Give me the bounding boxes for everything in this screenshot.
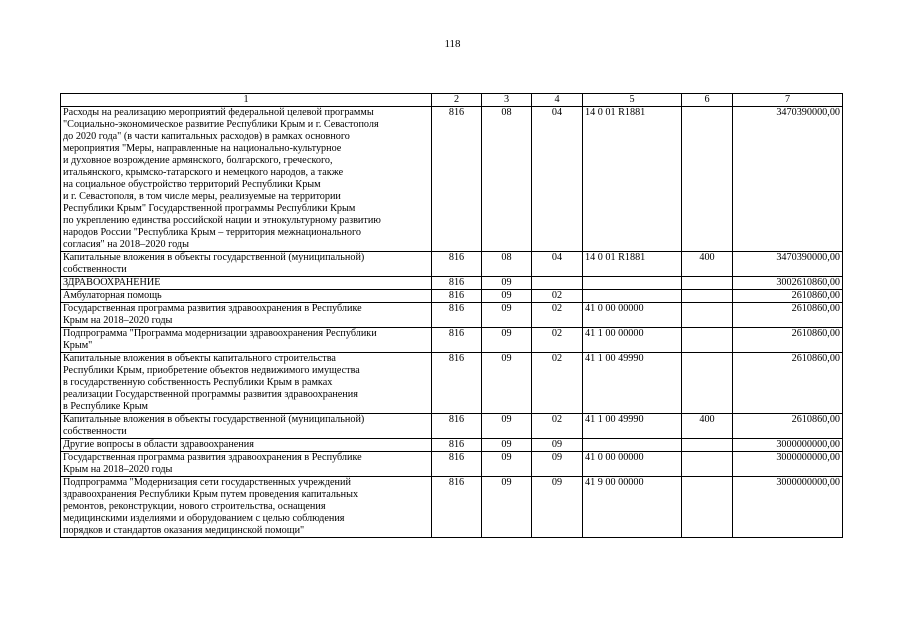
table-row: [61, 290, 843, 303]
row-target-code: [583, 290, 682, 303]
row-subsection-code: 02: [532, 290, 583, 303]
row-target-code: 41 0 00 00000: [583, 452, 682, 477]
row-amount: 2610860,00: [733, 303, 843, 328]
row-subsection-code: 02: [532, 303, 583, 328]
row-expense-code: [682, 328, 733, 353]
row-ministry-code: 816: [432, 107, 482, 252]
row-description: Государственная программа развития здравоохранения в Республике Крым на 2018–2020 годы: [61, 303, 432, 328]
row-subsection-code: 04: [532, 252, 583, 277]
row-expense-code: [682, 477, 733, 538]
row-expense-code: [682, 439, 733, 452]
row-subsection-code: 09: [532, 439, 583, 452]
row-description: Государственная программа развития здравоохранения в Республике Крым на 2018–2020 годы: [61, 452, 432, 477]
row-amount: 2610860,00: [733, 290, 843, 303]
row-section-code: 09: [482, 353, 532, 414]
row-description: Капитальные вложения в объекты государственной (муниципальной) собственности: [61, 414, 432, 439]
page-number: 118: [444, 38, 461, 50]
row-description: Подпрограмма "Модернизация сети государственных учреждений здравоохранения Республики Крым путем проведения капитальных ремонтов, реконструкции, нового строительства, оснащения медицинскими изделиями и оборудованием с целью соблюдения порядков и стандартов оказания медицинской помощи": [61, 477, 432, 538]
row-expense-code: [682, 452, 733, 477]
row-description: Капитальные вложения в объекты капитального строительства Республики Крым, приобретение объектов недвижимого имущества в государственную собственность Республики Крым в рамках реализации Государственной программы развития здравоохранения в Республике Крым: [61, 353, 432, 414]
column-header: 4: [532, 94, 583, 107]
row-description: Подпрограмма "Программа модернизации здравоохранения Республики Крым": [61, 328, 432, 353]
row-amount: 3002610860,00: [733, 277, 843, 290]
row-section-code: 09: [482, 477, 532, 538]
row-expense-code: [682, 290, 733, 303]
row-subsection-code: 09: [532, 452, 583, 477]
row-target-code: [583, 439, 682, 452]
column-header: 2: [432, 94, 482, 107]
table-row: [61, 452, 843, 477]
row-target-code: 41 1 00 49990: [583, 414, 682, 439]
row-subsection-code: 02: [532, 353, 583, 414]
row-subsection-code: 02: [532, 328, 583, 353]
row-ministry-code: 816: [432, 252, 482, 277]
table-row: [61, 303, 843, 328]
row-subsection-code: 02: [532, 414, 583, 439]
row-expense-code: [682, 303, 733, 328]
row-description: Капитальные вложения в объекты государственной (муниципальной) собственности: [61, 252, 432, 277]
budget-table: [60, 93, 843, 538]
row-section-code: 09: [482, 439, 532, 452]
row-ministry-code: 816: [432, 477, 482, 538]
row-amount: 2610860,00: [733, 414, 843, 439]
row-target-code: 14 0 01 R1881: [583, 107, 682, 252]
row-target-code: 41 1 00 00000: [583, 328, 682, 353]
row-section-code: 08: [482, 107, 532, 252]
row-section-code: 09: [482, 277, 532, 290]
row-amount: 2610860,00: [733, 328, 843, 353]
table-row: [61, 477, 843, 538]
row-section-code: 08: [482, 252, 532, 277]
header-row: [61, 94, 843, 107]
row-amount: 3470390000,00: [733, 252, 843, 277]
row-section-code: 09: [482, 328, 532, 353]
row-expense-code: 400: [682, 414, 733, 439]
row-amount: 3000000000,00: [733, 439, 843, 452]
table-row: [61, 328, 843, 353]
row-target-code: 41 1 00 49990: [583, 353, 682, 414]
row-amount: 3000000000,00: [733, 477, 843, 538]
table-row: [61, 107, 843, 252]
column-header: 6: [682, 94, 733, 107]
row-target-code: 14 0 01 R1881: [583, 252, 682, 277]
row-target-code: 41 9 00 00000: [583, 477, 682, 538]
column-header: 7: [733, 94, 843, 107]
row-amount: 3470390000,00: [733, 107, 843, 252]
row-ministry-code: 816: [432, 290, 482, 303]
row-ministry-code: 816: [432, 452, 482, 477]
table-row: [61, 277, 843, 290]
table-row: [61, 252, 843, 277]
row-expense-code: [682, 277, 733, 290]
row-description: Амбулаторная помощь: [61, 290, 432, 303]
row-subsection-code: [532, 277, 583, 290]
row-section-code: 09: [482, 452, 532, 477]
row-expense-code: 400: [682, 252, 733, 277]
row-subsection-code: 09: [532, 477, 583, 538]
column-header: 3: [482, 94, 532, 107]
row-target-code: [583, 277, 682, 290]
row-ministry-code: 816: [432, 277, 482, 290]
row-description: ЗДРАВООХРАНЕНИЕ: [61, 277, 432, 290]
row-section-code: 09: [482, 414, 532, 439]
row-amount: 2610860,00: [733, 353, 843, 414]
row-ministry-code: 816: [432, 439, 482, 452]
row-target-code: 41 0 00 00000: [583, 303, 682, 328]
row-amount: 3000000000,00: [733, 452, 843, 477]
row-description: Другие вопросы в области здравоохранения: [61, 439, 432, 452]
row-description: Расходы на реализацию мероприятий федеральной целевой программы "Социально-экономическое развитие Республики Крым и г. Севастополя до 2020 года" (в части капитальных расходов) в рамках основного мероприятия "Меры, направленные на национально-культурное и духовное возрождение армянского, болгарского, греческого, итальянского, крымско-татарского и немецкого народов, а также на социальное обустройство территорий Республики Крым и г. Севастополя, в том числе меры, реализуемые на территории Республики Крым" Государственной программы Республики Крым по укреплению единства российской нации и этнокультурному развитию народов России "Республика Крым – территория межнационального согласия" на 2018–2020 годы: [61, 107, 432, 252]
row-expense-code: [682, 353, 733, 414]
row-section-code: 09: [482, 290, 532, 303]
row-subsection-code: 04: [532, 107, 583, 252]
row-ministry-code: 816: [432, 414, 482, 439]
row-ministry-code: 816: [432, 353, 482, 414]
column-header: 5: [583, 94, 682, 107]
table-row: [61, 353, 843, 414]
column-header: 1: [61, 94, 432, 107]
row-expense-code: [682, 107, 733, 252]
table-row: [61, 439, 843, 452]
row-ministry-code: 816: [432, 328, 482, 353]
table-row: [61, 414, 843, 439]
row-section-code: 09: [482, 303, 532, 328]
row-ministry-code: 816: [432, 303, 482, 328]
